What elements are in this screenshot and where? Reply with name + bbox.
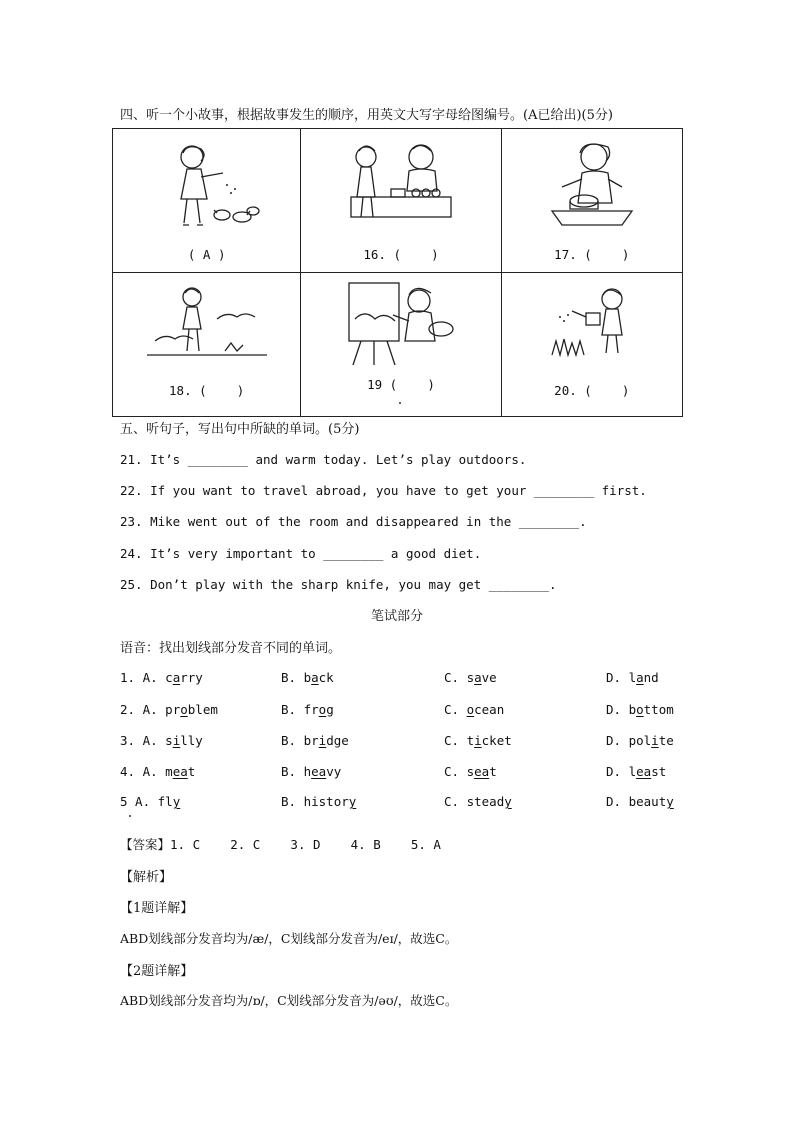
picture-cell-16 (301, 129, 501, 273)
phonetics-q5-option-d: D. beauty (606, 794, 674, 809)
answer-line (120, 835, 441, 853)
picture-cell-18 (113, 273, 301, 417)
phonetics-q4-option-b: B. heavy (281, 764, 342, 779)
phonetics-q3-option-b: B. bridge (281, 733, 349, 748)
question-24: 24. It’s very important to ________ a good diet. (120, 546, 482, 561)
picture-table (112, 128, 683, 417)
answer-text: 1. C 2. C 3. D 4. B 5. A (170, 837, 441, 852)
phonetics-q2-option-d: D. bottom (606, 702, 674, 717)
phonetics-q5-option-c: C. steady (444, 794, 512, 809)
phonetics-q5-option-a: 5 A. fly (120, 794, 181, 809)
phonetics-q3-option-d: D. polite (606, 733, 674, 748)
phonetics-q2-option-c: C. ocean (444, 702, 505, 717)
woman-painting-illustration (301, 279, 500, 379)
phonetics-q4-option-c: C. seat (444, 764, 497, 779)
analysis-q1-title: 【1题详解】 (120, 901, 194, 916)
analysis-q1-text: ABD划线部分发音均为/æ/，C划线部分发音为/eɪ/，故选C。 (120, 931, 458, 946)
picture-label-17: 17. ( ) (554, 247, 630, 262)
phonetics-q1-option-c: C. save (444, 670, 497, 685)
shopping-at-market-illustration (301, 135, 500, 235)
phonetics-q2-option-b: B. frog (281, 702, 334, 717)
child-watering-plants-illustration (502, 279, 682, 379)
phonetics-q1-option-b: B. back (281, 670, 334, 685)
question-23: 23. Mike went out of the room and disappeared in the ________. (120, 514, 587, 529)
question-21: 21. It’s ________ and warm today. Let’s play outdoors. (120, 452, 527, 467)
phonetics-q5-option-b: B. history (281, 794, 357, 809)
section5-heading: 五、听句子，写出句中所缺的单词。(5分) (120, 422, 360, 437)
picture-label-19: 19 ( ) (367, 377, 435, 392)
phonetics-q1-option-a: 1. A. carry (120, 670, 203, 685)
picture-label-20: 20. ( ) (554, 383, 630, 398)
answer-label: 【答案】 (120, 837, 171, 852)
picture-cell-a (113, 129, 301, 273)
picture-label-16: 16. ( ) (363, 247, 439, 262)
woman-walking-outdoors-illustration (113, 279, 300, 379)
analysis-q2-title: 【2题详解】 (120, 964, 194, 979)
question-25: 25. Don’t play with the sharp knife, you may get ________. (120, 577, 557, 592)
picture-label-18: 18. ( ) (169, 383, 245, 398)
question-22: 22. If you want to travel abroad, you have to get your ________ first. (120, 483, 647, 498)
phonetics-q3-option-a: 3. A. silly (120, 733, 203, 748)
picture-cell-17 (501, 129, 682, 273)
phonetics-q2-option-a: 2. A. problem (120, 702, 218, 717)
woman-cooking-illustration (502, 135, 682, 235)
phonetics-q4-option-d: D. least (606, 764, 667, 779)
stray-dot-q5 (129, 815, 131, 817)
phonetics-q3-option-c: C. ticket (444, 733, 512, 748)
phonetics-q1-option-d: D. land (606, 670, 659, 685)
written-section-title: 笔试部分 (370, 609, 423, 624)
stray-dot (399, 402, 401, 404)
analysis-label: 【解析】 (120, 870, 173, 885)
woman-feeding-chickens-illustration (113, 135, 300, 235)
phonetics-instruction: 语音：找出划线部分发音不同的单词。 (120, 641, 342, 656)
picture-cell-20 (501, 273, 682, 417)
phonetics-q4-option-a: 4. A. meat (120, 764, 196, 779)
section4-heading: 四、听一个小故事，根据故事发生的顺序，用英文大写字母给图编号。(A已给出)(5分) (120, 108, 613, 123)
analysis-q2-text: ABD划线部分发音均为/ɒ/，C划线部分发音为/əʊ/，故选C。 (120, 993, 458, 1008)
picture-label-a: ( A ) (187, 247, 226, 262)
picture-cell-19 (301, 273, 501, 417)
